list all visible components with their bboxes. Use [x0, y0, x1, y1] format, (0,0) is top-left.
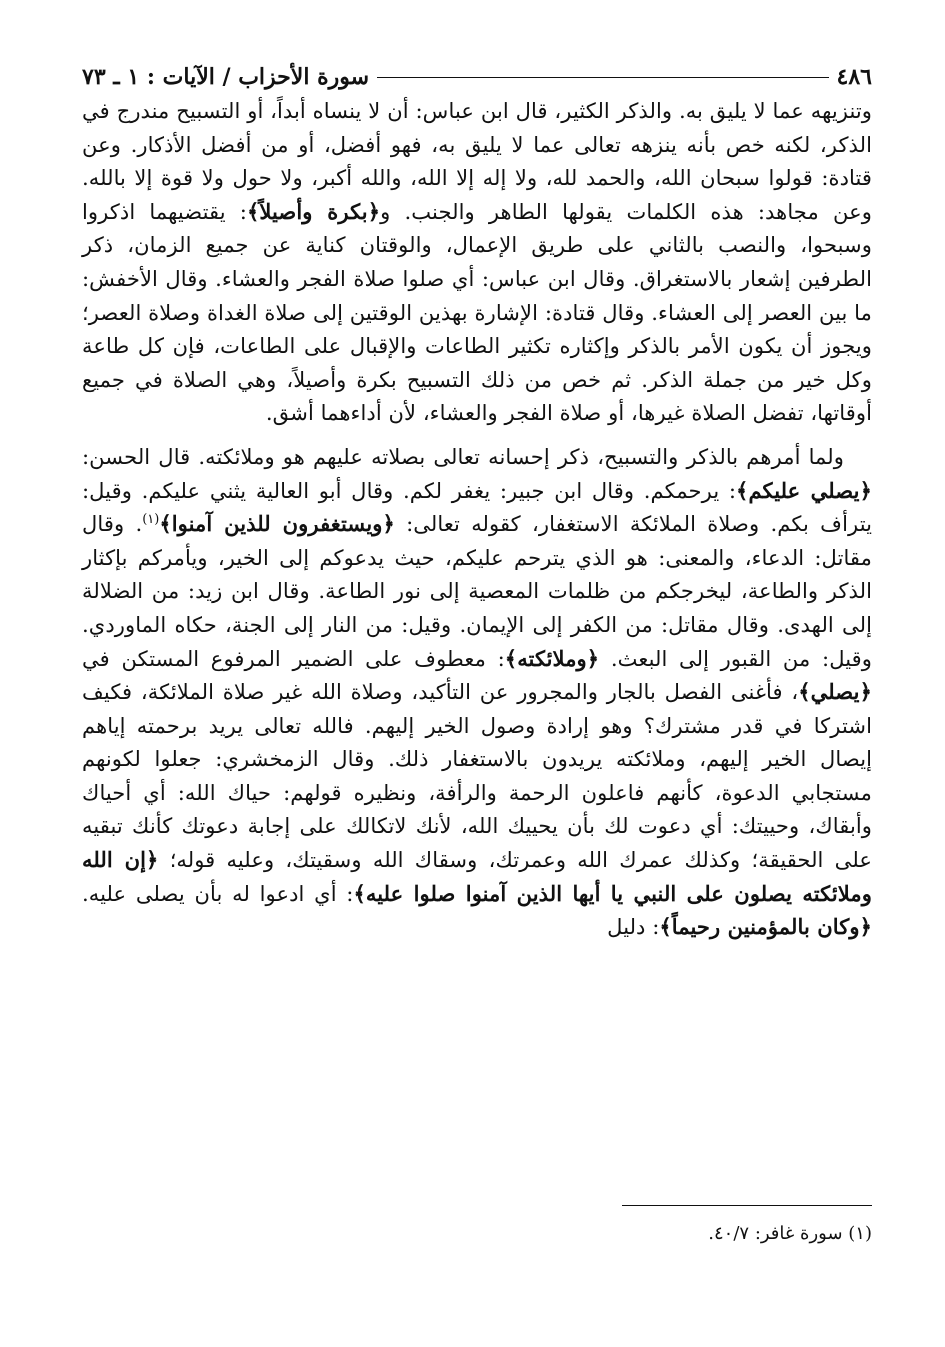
p2-text-2: : يرحمكم. وقال ابن جبير: يغفر لكم. وقال أبو العالية يثني عليكم. وقيل: يترأف بكم. وصلاة الملائكة الاستغفار، كقوله تعالى:: [82, 477, 872, 537]
page-number: ٤٨٦: [836, 64, 872, 90]
p2-text-5: ، فأغنى الفصل بالجار والمجرور عن التأكيد، وصلاة الله غير صلاة الملائكة، فكيف اشتركا في قدر مشترك؟ وهو إرادة وصول الخير إليهم. فالله تعالى يريد برحمته إياهم إيصال الخير إليهم، وملائكته يريدون بالاستغفار ذلك. وقال الزمخشري: جعلوا لكونهم مستجابي الدعوة، كأنهم فاعلون الرحمة والرأفة، ونظيره قولهم: حياك الله: أي أحياك وأبقاك، وحييتك: أي دعوت لك بأن يحييك الله، لأنك لاتكالك على إجابة دعوتك كأنك تبقيه على الحقيقة؛ وكذلك عمرك الله وعمرتك، وسقاك الله وسقيتك، وعليه قوله؛: [82, 679, 872, 873]
quran-quote: ﴿يصلي عليكم﴾: [736, 477, 872, 503]
running-header: [82, 62, 872, 92]
surah-title: سورة الأحزاب / الآيات : ١ ـ ٧٣: [82, 64, 370, 90]
quran-quote: ﴿ويستغفرون للذين آمنوا﴾: [159, 511, 395, 537]
footnote-rule: [622, 1205, 872, 1206]
quran-quote: ﴿إن الله وملائكته يصلون على النبي يا أيها الذين آمنوا صلوا عليه﴾: [82, 847, 872, 906]
p2-text-3: . وقال مقاتل: الدعاء، والمعنى: هو الذي يترحم عليكم، حيث يدعوكم إلى الخير، ويأمركم بإكثار الذكر والطاعة، ليخرجكم من ظلمات المعصية إلى نور الطاعة. وقال ابن زيد: من الضلالة إلى الهدى. وقال مقاتل: من الكفر إلى الإيمان. وقيل: من النار إلى الجنة، حكاه الماوردي. وقيل: من القبور إلى البعث.: [82, 511, 872, 671]
p2-text-4: : معطوف على الضمير المرفوع المستكن في: [82, 645, 505, 671]
paragraph-1: [82, 94, 872, 430]
paragraph-2: [82, 440, 872, 944]
footnote-marker: (١): [142, 512, 160, 528]
p2-text-1: ولما أمرهم بالذكر والتسبيح، ذكر إحسانه تعالى بصلاته عليهم هو وملائكته. قال الحسن:: [82, 443, 844, 469]
quran-quote: ﴿وملائكته﴾: [504, 645, 600, 671]
quran-quote: ﴿وكان بالمؤمنين رحيماً﴾: [659, 914, 872, 940]
header-rule: [377, 77, 828, 78]
p1-text-2: : يقتضيهما اذكروا وسبحوا، والنصب بالثاني على طريق الإعمال، والوقتان كناية عن جميع الزمان، ذكر الطرفين إشعار بالاستغراق. وقال ابن عباس: أي صلوا صلاة الفجر والعشاء. وقال الأخفش: ما بين العصر إلى العشاء. وقال قتادة: الإشارة بهذين الوقتين إلى صلاة الغداة وصلاة العصر؛ ويجوز أن يكون الأمر بالذكر وإكثاره تكثير الطاعات والإقبال على الطاعات، فإن كل طاعة وكل خير من جملة الذكر. ثم خص من ذلك التسبيح بكرة وأصيلاً، وهي الصلاة في جميع أوقاتها، تفضل الصلاة غيرها، أو صلاة الفجر والعشاء، لأن أداءهما أشق.: [82, 198, 872, 426]
p2-text-6: : أي ادعوا له بأن يصلى عليه.: [82, 880, 354, 906]
quran-quote: ﴿يصلي﴾: [798, 679, 872, 705]
p2-text-7: : دليل: [607, 914, 660, 940]
book-page: [82, 62, 872, 1282]
footnote: (١) سورة غافر: ٤٠/٧.: [708, 1223, 872, 1244]
main-text: [82, 94, 872, 944]
p1-text-1: وتنزيهه عما لا يليق به. والذكر الكثير، قال ابن عباس: أن لا ينساه أبداً، أو التسبيح مندرج في الذكر، لكنه خص بأنه ينزهه تعالى عما لا يليق به، فهو أفضل، أو من أفضل الأذكار. وعن قتادة: قولوا سبحان الله، والحمد لله، ولا إله إلا الله، والله أكبر، ولا حول ولا قوة إلا بالله. وعن مجاهد: هذه الكلمات يقولها الطاهر والجنب. و: [82, 98, 872, 224]
quran-quote: ﴿بكرة وأصيلاً﴾: [246, 198, 381, 224]
